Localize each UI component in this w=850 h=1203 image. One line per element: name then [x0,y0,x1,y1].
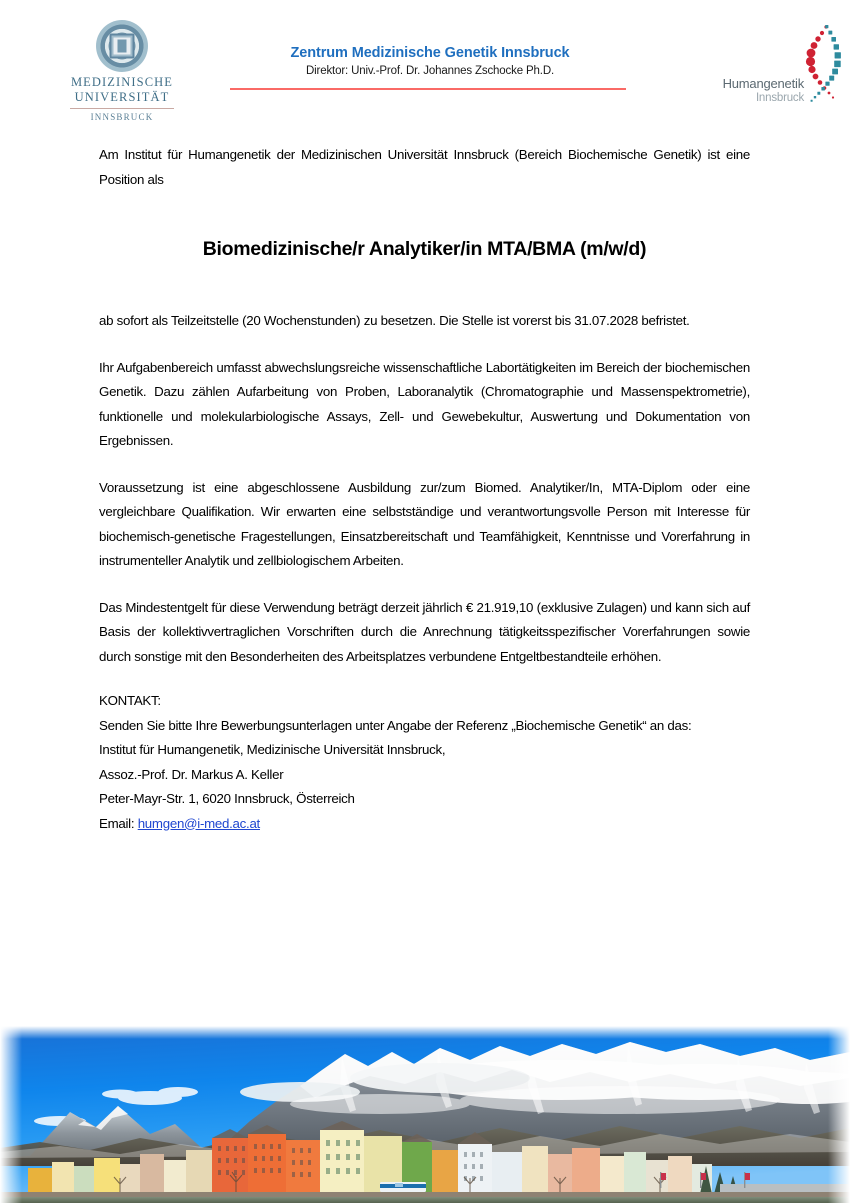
contact-person: Assoz.-Prof. Dr. Markus A. Keller [99,766,284,782]
contact-heading: KONTAKT: [99,693,161,708]
contact-email-row [99,812,750,837]
humangenetik-logo-line2: Innsbruck [755,92,804,104]
med-uni-innsbruck-logo [63,20,181,122]
paragraph-requirements: Voraussetzung ist eine abgeschlossene Ausbildung zur/zum Biomed. Analytiker/In, MTA-Diplom oder eine vergleichbare Qualifikation. Wir erwarten eine selbstständige und verantwortungsvolle Person mit Interesse für biochemisch-genetische Fragestellungen, Einsatzbereitschaft und Teamfähigkeit, Kenntnisse und Vorerfahrung in instrumenteller Analytik und zellbiologischem Arbeiten. [99,479,750,568]
med-uni-logo-line2: UNIVERSITÄT [74,90,170,104]
med-uni-logo-divider [70,108,174,109]
header-center-block [215,44,645,79]
med-uni-logo-line3: INNSBRUCK [90,112,154,122]
page-title: Biomedizinische/r Analytiker/in MTA/BMA (m/w/d) [202,238,647,260]
header-red-divider [230,88,626,90]
university-seal-icon [96,20,148,72]
intro-paragraph: Am Institut für Humangenetik der Medizinischen Universität Innsbruck (Bereich Biochemische Genetik) ist eine Position als [99,147,750,187]
contact-section [99,689,750,836]
contact-email-label: Email: [99,815,138,831]
paragraph-salary: Das Mindestentgelt für diese Verwendung beträgt derzeit jährlich € 21.919,10 (exklusive Zulagen) und kann sich auf Basis der kollektivvertraglichen Vorschriften durch die Anrechnung tätigkeitsspezifischer Vorerfahrungen sowie durch sonstige mit den Besonderheiten des Arbeitsplatzes verbundene Entgeltbestandteile erhöhen. [99,599,750,664]
paragraph-responsibilities: Ihr Aufgabenbereich umfasst abwechslungsreiche wissenschaftliche Labortätigkeiten im Bereich der biochemischen Genetik. Dazu zählen Aufarbeitung von Proben, Laboranalytik (Chromatographie und Massenspektrometrie), funktionelle und molekularbiologische Assays, Zell- und Gewebekultur, Auswertung und Dokumentation von Ergebnissen. [99,359,750,448]
document-body [99,143,750,836]
innsbruck-panorama-image [0,1026,850,1203]
humangenetik-logo-wordmark [700,76,804,105]
contact-instruction: Senden Sie bitte Ihre Bewerbungsunterlagen unter Angabe der Referenz „Biochemische Genetik“ an das: [99,717,692,733]
header-title: Zentrum Medizinische Genetik Innsbruck [290,45,570,61]
med-uni-logo-line1: MEDIZINISCHE [70,75,174,89]
humangenetik-logo-line1: Humangenetik [722,76,804,91]
paragraph-position-details: ab sofort als Teilzeitstelle (20 Wochenstunden) zu besetzen. Die Stelle ist vorerst bis 31.07.2028 befristet. [99,313,690,328]
contact-institute: Institut für Humangenetik, Medizinische Universität Innsbruck, [99,742,446,757]
contact-email-link[interactable]: humgen@i-med.ac.at [137,815,260,831]
humangenetik-innsbruck-logo [700,22,840,112]
header-subtitle: Direktor: Univ.-Prof. Dr. Johannes Zschocke Ph.D. [305,65,555,77]
page-header [0,0,850,130]
contact-address: Peter-Mayr-Str. 1, 6020 Innsbruck, Österreich [99,791,355,806]
